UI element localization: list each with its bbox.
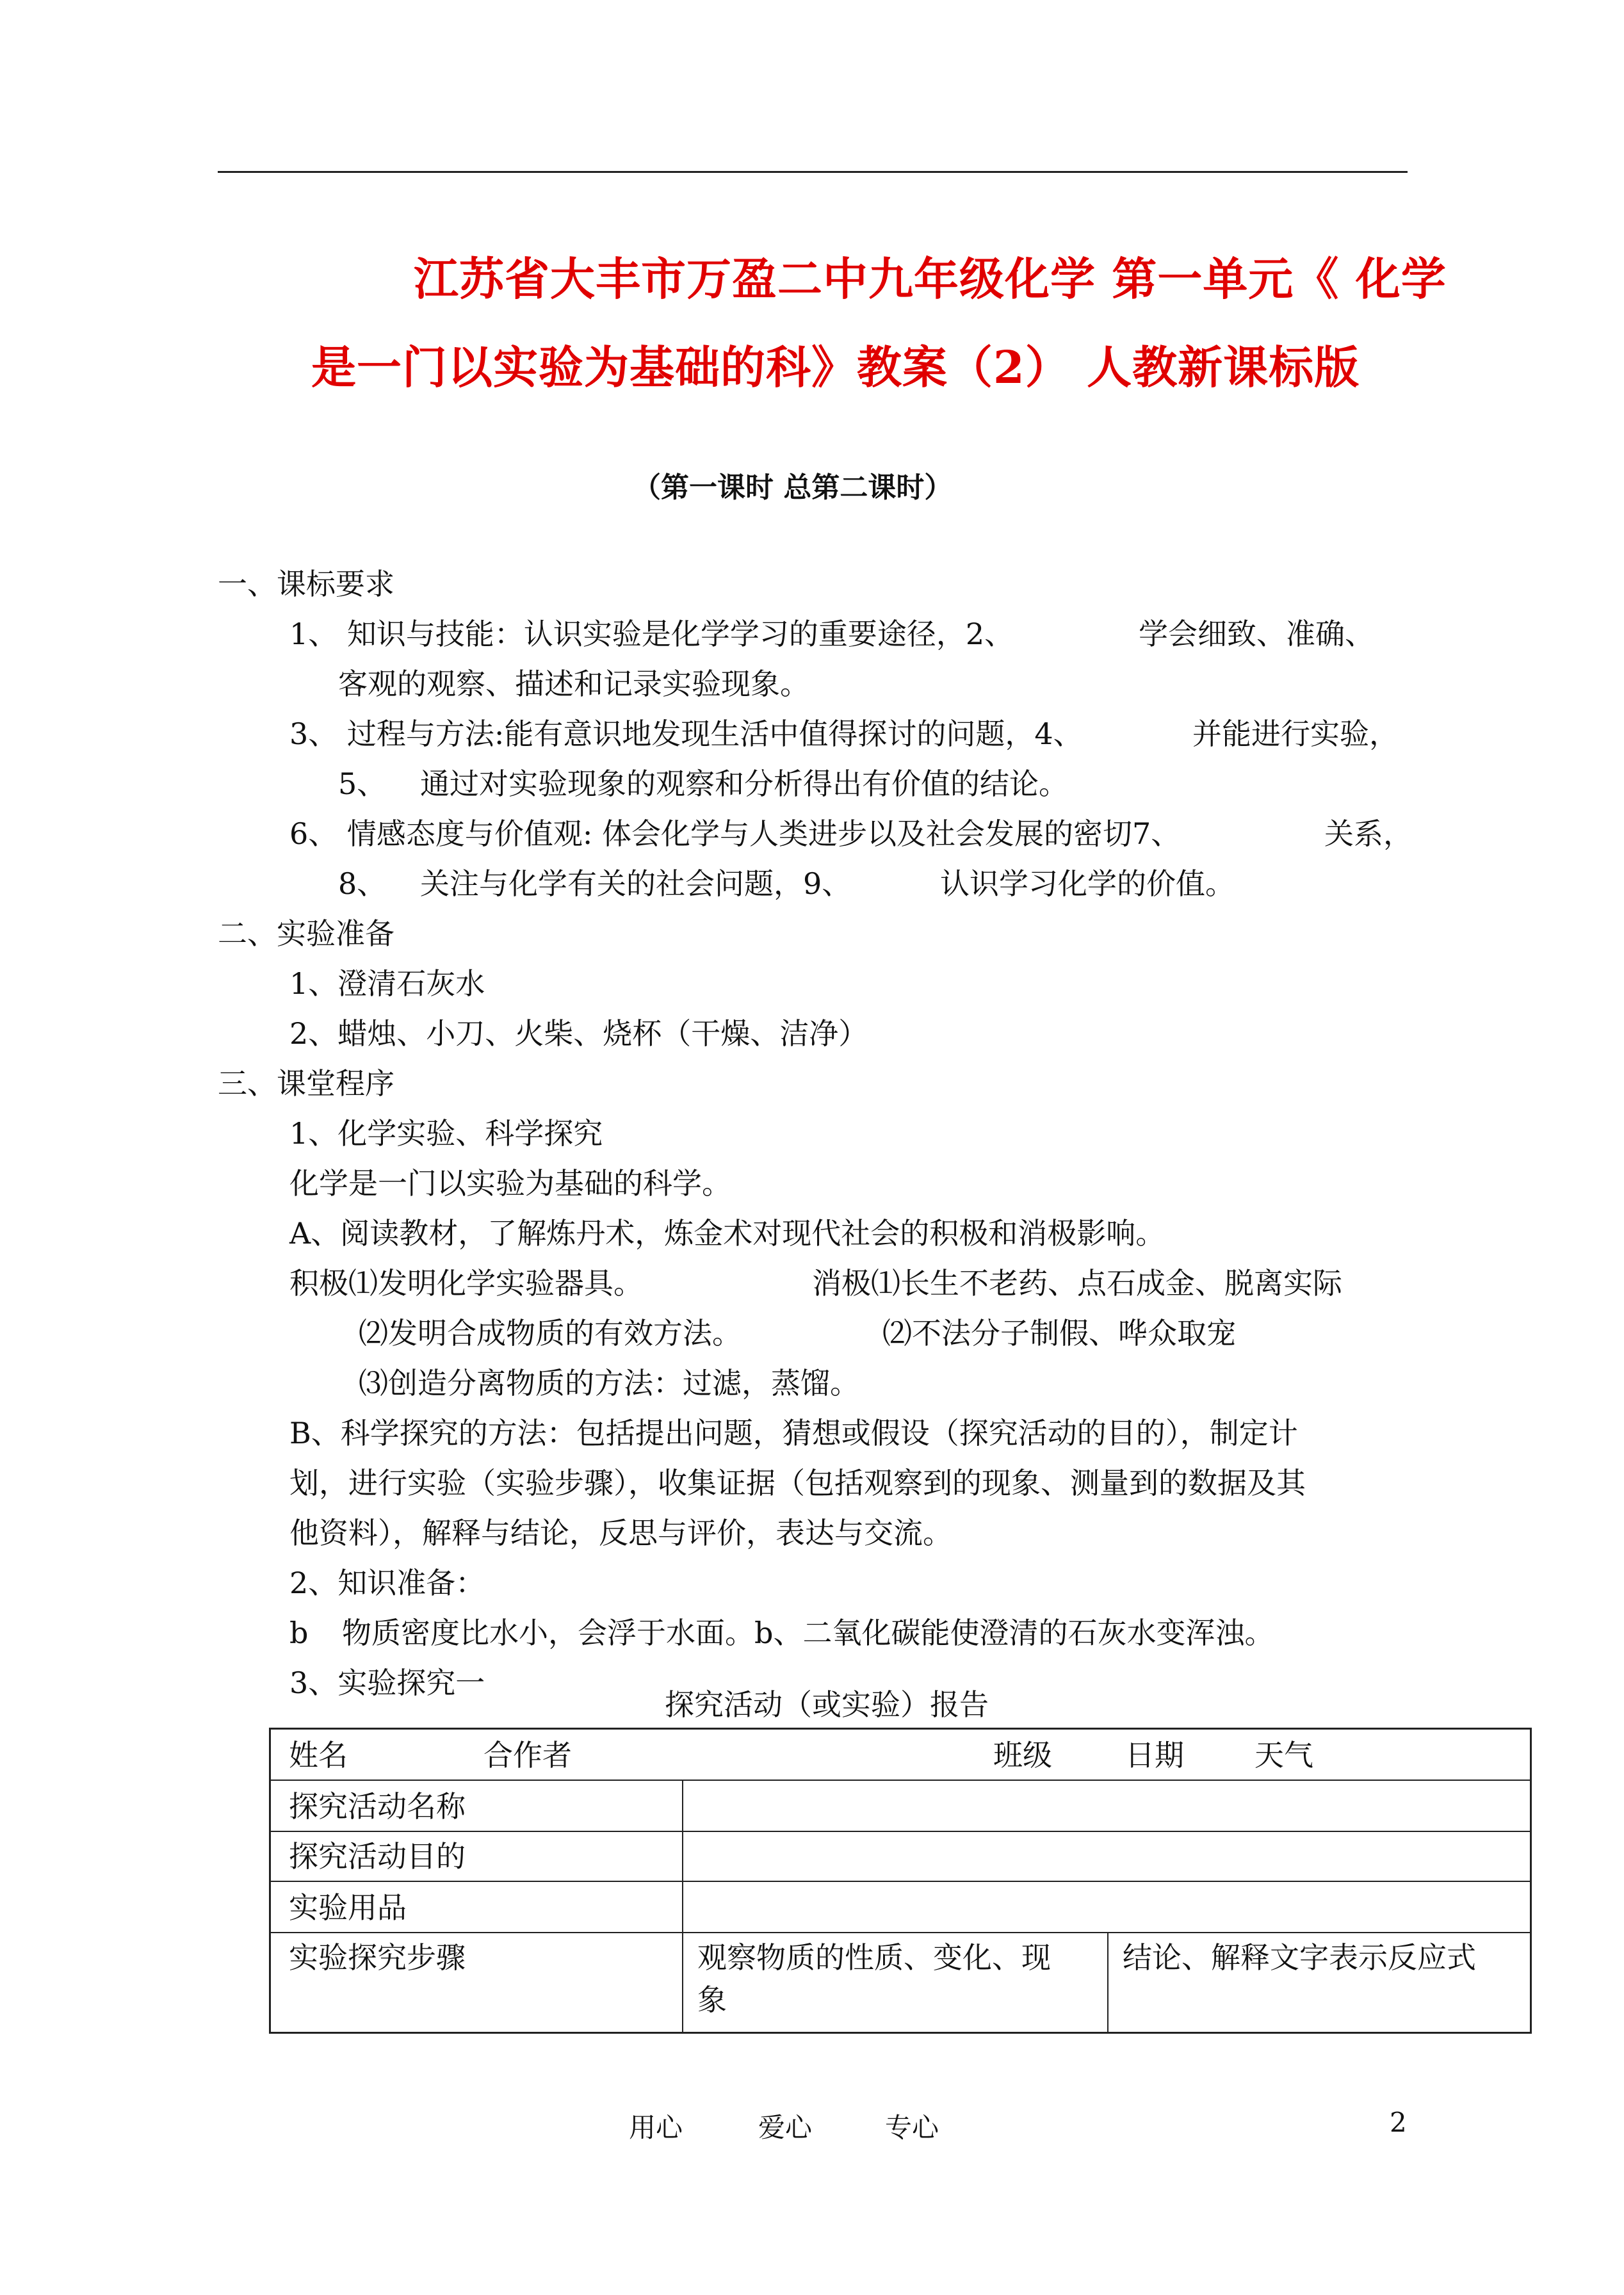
s1-line-6a: 8、 [338, 866, 387, 901]
s3-line-8: 划，进行实验（实验步骤），收集证据（包括观察到的现象、测量到的数据及其 [289, 1466, 1306, 1500]
section-2-heading: 二、实验准备 [218, 916, 394, 951]
page-number: 2 [1390, 2107, 1407, 2138]
observe-line-2: 象 [697, 1983, 727, 2017]
s3-line-1: 1、化学实验、科学探究 [289, 1116, 603, 1151]
s3-line-7: B、科学探究的方法：包括提出问题，猜想或假设（探究活动的目的），制定计 [289, 1416, 1298, 1450]
s3-line-9: 他资料），解释与结论，反思与评价，表达与交流。 [289, 1516, 952, 1550]
header-rule [218, 171, 1408, 173]
s3-line-12: 3、实验探究一 [289, 1666, 485, 1700]
section-3-heading: 三、课堂程序 [218, 1066, 394, 1101]
header-class: 班级 [993, 1738, 1052, 1772]
conclusion-cell: 结论、解释文字表示反应式 [1123, 1940, 1476, 1975]
s1-line-6c: 认识学习化学的价值。 [940, 866, 1235, 901]
s1-line-4a: 5、 [338, 766, 387, 801]
s3-line-4a: 积极⑴发明化学实验器具。 [289, 1266, 643, 1301]
s3-line-4b: 消极⑴长生不老药、点石成金、脱离实际 [812, 1266, 1342, 1301]
title-line-2: 是一门以实验为基础的科》教案（2） 人教新课标版 [311, 341, 1360, 394]
label-activity-name: 探究活动名称 [289, 1789, 466, 1824]
s1-line-3a: 3、 过程与方法:能有意识地发现生活中值得探讨的问题，4、 [289, 717, 1083, 751]
table-row-materials [271, 1882, 1530, 1933]
footer-word-2: 爱心 [758, 2112, 813, 2143]
s2-line-2: 2、蜡烛、小刀、火柴、烧杯（干燥、洁净） [289, 1016, 868, 1051]
s3-line-2: 化学是一门以实验为基础的科学。 [289, 1166, 731, 1201]
s3-line-6: ⑶创造分离物质的方法：过滤，蒸馏。 [359, 1366, 859, 1400]
observe-line-1: 观察物质的性质、变化、现 [697, 1940, 1051, 1975]
s3-line-11b: 物质密度比水小，会浮于水面。b、二氧化碳能使澄清的石灰水变浑浊。 [342, 1616, 1274, 1650]
section-1-heading: 一、课标要求 [218, 567, 394, 601]
header-partner: 合作者 [483, 1738, 572, 1772]
header-weather: 天气 [1255, 1738, 1313, 1772]
subtitle: （第一课时 总第二课时） [633, 471, 953, 504]
s1-line-2: 客观的观察、描述和记录实验现象。 [338, 667, 809, 701]
table-divider-1 [682, 1781, 683, 2032]
s2-line-1: 1、澄清石灰水 [289, 966, 485, 1001]
s3-line-5a: ⑵发明合成物质的有效方法。 [359, 1316, 742, 1350]
header-date: 日期 [1125, 1738, 1184, 1772]
s1-line-5b: 关系， [1324, 816, 1413, 851]
table-caption: 探究活动（或实验）报告 [665, 1687, 989, 1722]
s1-line-1b: 学会细致、准确、 [1139, 617, 1374, 651]
table-row-header [271, 1730, 1530, 1781]
label-materials: 实验用品 [289, 1890, 407, 1925]
s3-line-5b: ⑵不法分子制假、哗众取宠 [882, 1316, 1236, 1350]
title-line-1: 江苏省大丰市万盈二中九年级化学 第一单元《 化学 [414, 252, 1447, 305]
s1-line-4b: 通过对实验现象的观察和分析得出有价值的结论。 [420, 766, 1068, 801]
footer-word-1: 用心 [629, 2112, 683, 2143]
report-table [269, 1728, 1532, 2034]
s1-line-6b: 关注与化学有关的社会问题，9、 [420, 866, 852, 901]
s3-line-11a: b [289, 1616, 309, 1650]
s3-line-3: A、阅读教材，了解炼丹术，炼金术对现代社会的积极和消极影响。 [289, 1216, 1165, 1251]
label-activity-goal: 探究活动目的 [289, 1839, 466, 1874]
s1-line-3b: 并能进行实验， [1192, 717, 1399, 751]
s3-line-10: 2、知识准备： [289, 1566, 485, 1600]
table-divider-2 [1107, 1933, 1108, 2032]
label-steps: 实验探究步骤 [289, 1940, 466, 1975]
footer-word-3: 专心 [885, 2112, 939, 2143]
header-name: 姓名 [289, 1738, 348, 1772]
s1-line-1a: 1、 知识与技能：认识实验是化学学习的重要途径，2、 [289, 617, 1014, 651]
s1-line-5a: 6、 情感态度与价值观: 体会化学与人类进步以及社会发展的密切7、 [289, 816, 1181, 851]
